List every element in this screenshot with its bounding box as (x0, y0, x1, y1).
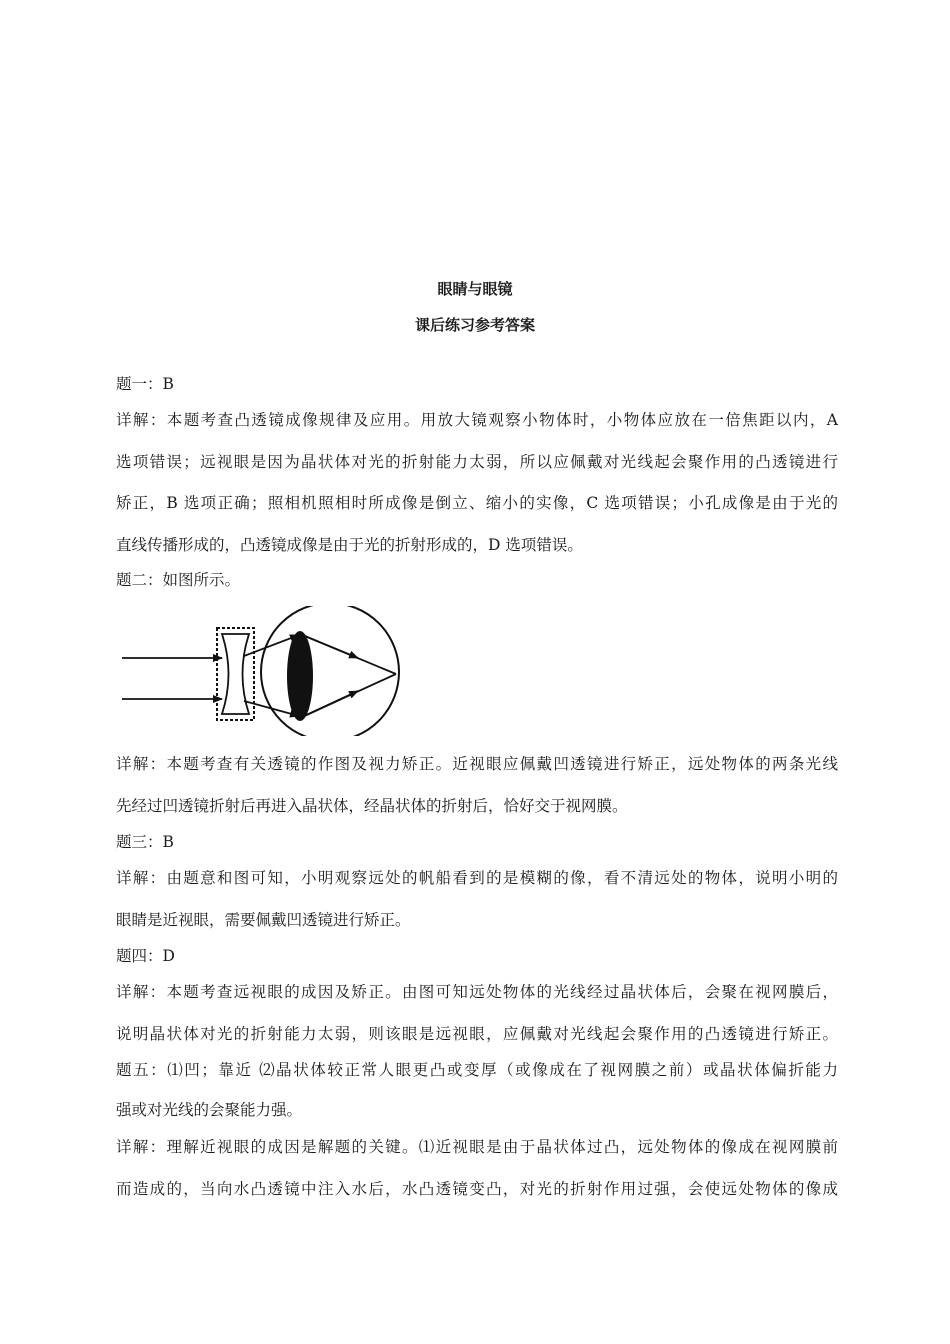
answer-q1: 题一：B (116, 375, 174, 393)
detail-q5-line1: 详解：理解近视眼的成因是解题的关键。⑴近视眼是由于晶状体过凸，远处物体的像成在视网膜前 (116, 1138, 838, 1156)
answer-q5-line1: 题五：⑴凹；靠近 ⑵晶状体较正常人眼更凸或变厚（或像成在了视网膜之前）或晶状体偏折能力 (116, 1061, 838, 1079)
detail-q2-line2: 先经过凹透镜折射后再进入晶状体，经晶状体的折射后，恰好交于视网膜。 (116, 797, 628, 815)
crystalline-lens (287, 631, 313, 721)
answer-q5-line2: 强或对光线的会聚能力强。 (116, 1101, 303, 1119)
detail-q3-line1: 详解：由题意和图可知，小明观察远处的帆船看到的是模糊的像，看不清远处的物体，说明小明的 (116, 869, 838, 887)
detail-q2-line1: 详解：本题考查有关透镜的作图及视力矫正。近视眼应佩戴凹透镜进行矫正，远处物体的两条光线 (116, 755, 838, 773)
detail-q5-line2: 而造成的，当向水凸透镜中注入水后，水凸透镜变凸，对光的折射作用过强，会使远处物体的像成 (116, 1180, 838, 1198)
detail-q4-line1: 详解：本题考查远视眼的成因及矫正。由图可知远处物体的光线经过晶状体后，会聚在视网膜后， (116, 983, 838, 1001)
detail-q4-line2: 说明晶状体对光的折射能力太弱，则该眼是远视眼，应佩戴对光线起会聚作用的凸透镜进行矫正。 (116, 1025, 838, 1043)
detail-q1-line3: 矫正，B 选项正确；照相机照相时所成像是倒立、缩小的实像，C 选项错误；小孔成像是由于光的 (116, 494, 838, 512)
detail-q1-line1: 详解：本题考查凸透镜成像规律及应用。用放大镜观察小物体时，小物体应放在一倍焦距以内，A (116, 411, 838, 429)
answer-q3: 题三：B (116, 833, 174, 851)
detail-q1-line4: 直线传播形成的，凸透镜成像是由于光的折射形成的，D 选项错误。 (116, 536, 583, 554)
eye-correction-diagram (116, 606, 406, 736)
page-title: 眼睛与眼镜 (437, 280, 513, 298)
eyeball-outline (261, 606, 399, 736)
answer-q4: 题四：D (116, 947, 175, 965)
detail-q1-line2: 选项错误；远视眼是因为晶状体对光的折射能力太弱，所以应佩戴对光线起会聚作用的凸透镜进行 (116, 453, 838, 471)
page-subtitle: 课后练习参考答案 (414, 316, 535, 334)
detail-q3-line2: 眼睛是近视眼，需要佩戴凹透镜进行矫正。 (116, 911, 411, 929)
answer-q2: 题二：如图所示。 (116, 571, 241, 589)
